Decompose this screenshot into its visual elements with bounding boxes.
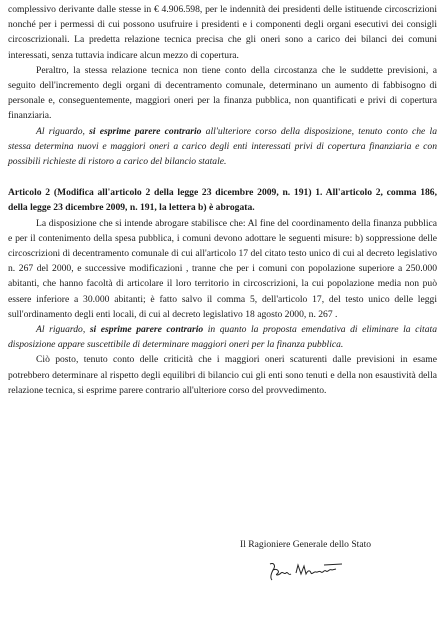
opinion-intro: Al riguardo, [36,324,90,336]
paragraph-1: complessivo derivante dalle stesse in € 4.906.598, per le indennità dei presidenti delle istituende circoscrizioni nonché per i permessi di cui possono usufruire i presidenti e i componenti degli organi esecutivi dei consigli circoscrizionali. La predetta relazione tecnica precisa che gli oneri sono a carico dei bilanci dei comuni interessati, senza tuttavia indicare alcun mezzo di copertura. [8,4,437,61]
opinion-rest: in quanto la proposta emendativa di eliminare la citata disposizione appare suscettibile di determinare maggiori oneri per la finanza pubblica. [8,324,437,351]
paragraph-3-opinion [8,124,437,170]
opinion-intro: Al riguardo, [36,125,90,137]
paragraph-7-conclusion: Ciò posto, tenuto conto delle criticità che i maggiori oneri scaturenti dalle previsioni in esame potrebbero determinare al rispetto degli equilibri di bilancio cui gli enti sono tenuti e della non esaustività della relazione tecnica, si esprime parere contrario all'ulteriore corso del provvedimento. [8,354,437,396]
paragraph-2: Peraltro, la stessa relazione tecnica non tiene conto della circostanza che le suddette previsioni, a seguito dell'incremento degli organi di decentramento comunale, determinano un aumento di fabbisogno di personale e, conseguentemente, maggiori oneri per la finanza pubblica, non quantificati e privi di copertura finanziaria. [8,64,437,122]
opinion-bold: si esprime parere contrario [89,324,204,336]
handwritten-signature-icon [266,560,346,582]
paragraph-6-opinion [8,322,437,352]
paragraph-5: La disposizione che si intende abrogare stabilisce che: Al fine del coordinamento della finanza pubblica e per il contenimento della spesa pubblica, i comuni devono adottare le seguenti misure: b) soppressione delle circoscrizioni di decentramento comunale di cui all'articolo 17 del citato testo unico di cui al decreto legislativo n. 267 del 2000, e successive modificazioni , tranne che per i comuni con popolazione superiore a 250.000 abitanti, che hanno facoltà di articolare il loro territorio in circoscrizioni, la cui popolazione media non può essere inferiore a 30.000 abitanti; è fatto salvo il comma 5, dell'articolo 17, del testo unico delle leggi sull'ordinamento degli enti locali, di cui al decreto legislativo 18 agosto 2000, n. 267 . [8,217,437,320]
article-2-heading: Articolo 2 (Modifica all'articolo 2 della legge 23 dicembre 2009, n. 191) 1. All'articolo 2, comma 186, della legge 23 dicembre 2009, n. 191, la lettera b) è abrogata. [8,187,437,214]
opinion-rest: all'ulteriore corso della disposizione, tenuto conto che la stessa determina nuovi e maggiori oneri a carico degli enti interessati privi di copertura finanziaria e con possibili richieste di ristoro a carico del bilancio statale. [8,125,437,168]
signatory-title: Il Ragioniere Generale dello Stato [240,539,372,550]
opinion-bold: si esprime parere contrario [89,125,202,137]
